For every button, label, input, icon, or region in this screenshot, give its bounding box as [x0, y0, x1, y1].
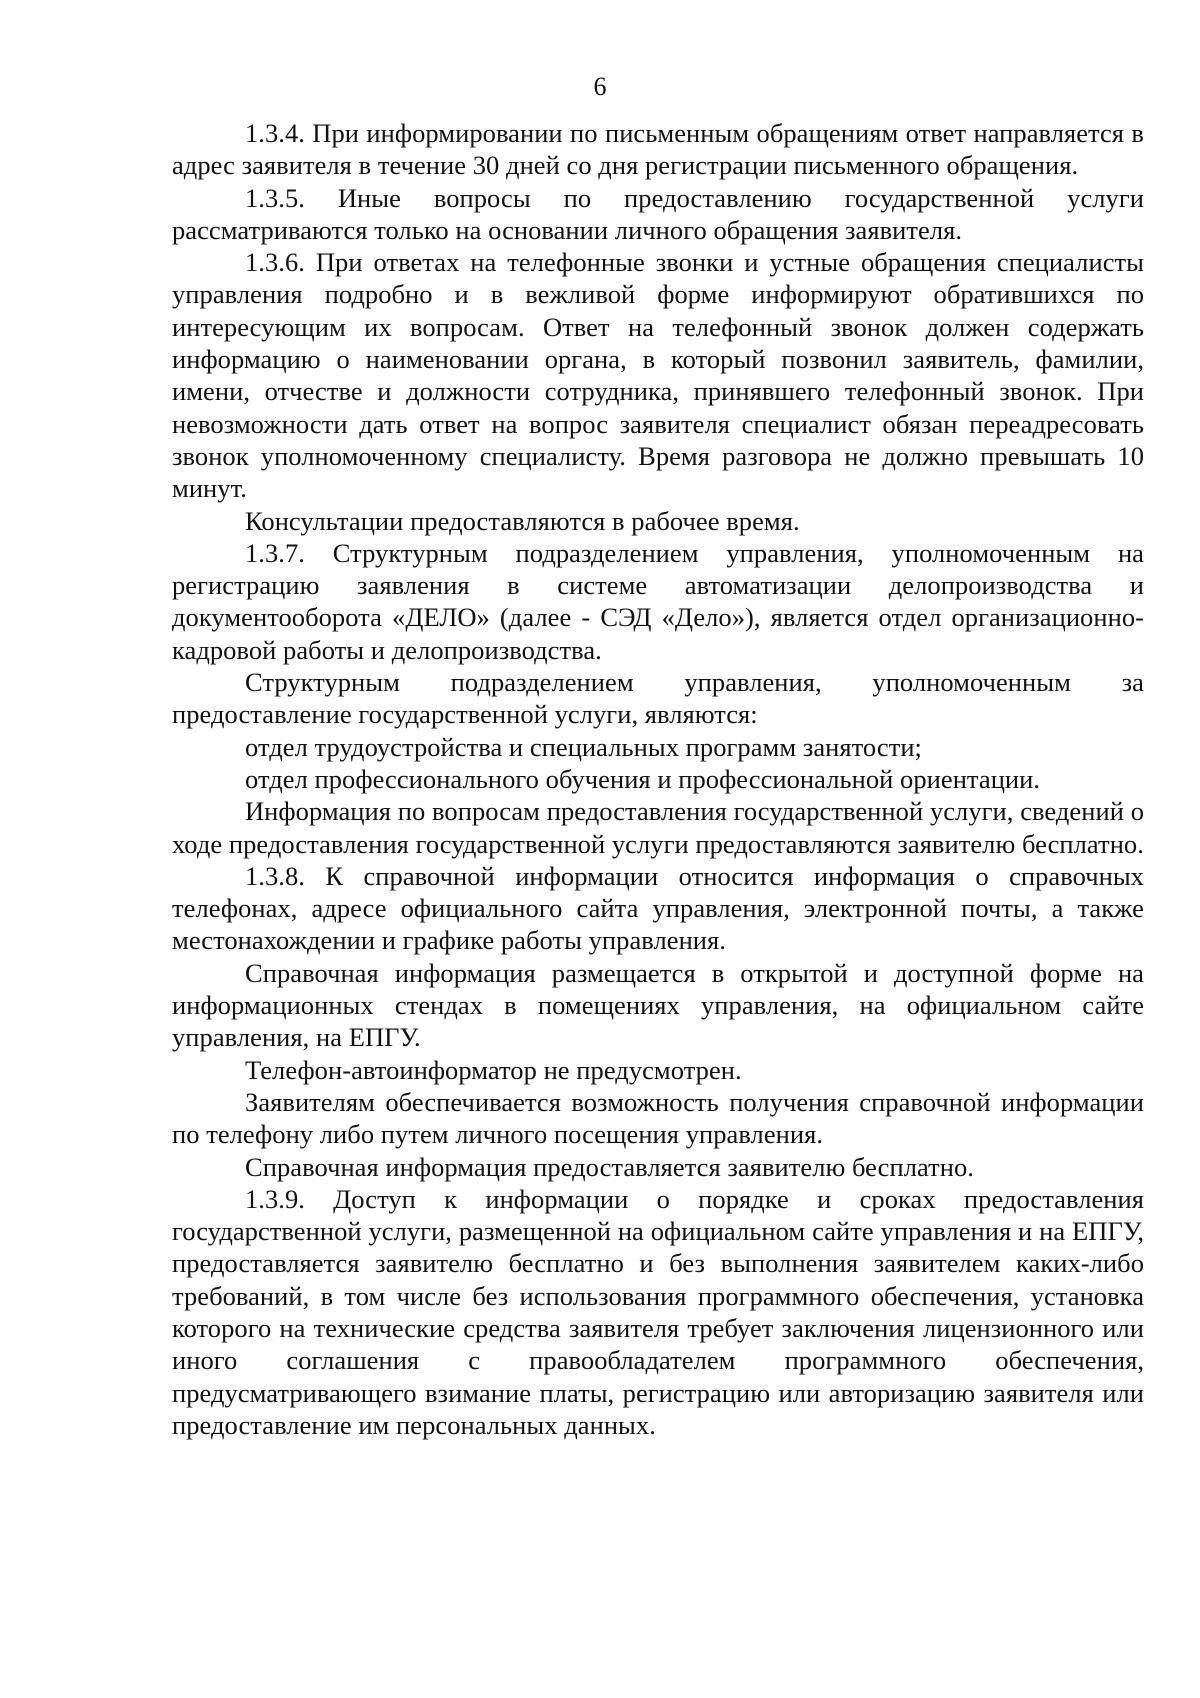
- paragraph-reference-free: Справочная информация предоставляется заявителю бесплатно.: [245, 1151, 974, 1182]
- paragraph-responsible-units: Структурным подразделением управления, уполномоченным за предоставление государственной услуги, являются:: [172, 667, 1144, 730]
- paragraph-1-3-7: 1.3.7. Структурным подразделением управления, уполномоченным на регистрацию заявления в системе автоматизации делопроизводства и документооборота «ДЕЛО» (далее - СЭД «Дело»), является отдел организационно-кадровой работы и делопроизводства.: [172, 537, 1144, 665]
- paragraph-consultations: Консультации предоставляются в рабочее время.: [245, 505, 800, 536]
- paragraph-1-3-6: 1.3.6. При ответах на телефонные звонки и устные обращения специалисты управления подробно и в вежливой форме информируют обратившихся по интересующим их вопросам. Ответ на телефонный звонок должен содержать информацию о наименовании органа, в который позвонил заявитель, фамилии, имени, отчестве и должности сотрудника, принявшего телефонный звонок. При невозможности дать ответ на вопрос заявителя специалист обязан переадресовать звонок уполномоченному специалисту. Время разговора не должно превышать 10 минут.: [172, 247, 1144, 504]
- paragraph-applicants-access: Заявителям обеспечивается возможность получения справочной информации по телефону либо путем личного посещения управления.: [172, 1086, 1144, 1150]
- paragraph-1-3-5: 1.3.5. Иные вопросы по предоставлению государственной услуги рассматриваются только на основании личного обращения заявителя.: [172, 182, 1144, 245]
- paragraph-autoinformer: Телефон-автоинформатор не предусмотрен.: [245, 1054, 742, 1085]
- paragraph-unit-employment: отдел трудоустройства и специальных программ занятости;: [245, 731, 922, 762]
- paragraph-1-3-4: 1.3.4. При информировании по письменным обращениям ответ направляется в адрес заявителя в течение 30 дней со дня регистрации письменного обращения.: [172, 118, 1144, 181]
- paragraph-1-3-8: 1.3.8. К справочной информации относится информация о справочных телефонах, адресе официального сайта управления, электронной почты, а также местонахождении и графике работы управления.: [172, 860, 1144, 956]
- page-number: 6: [593, 72, 607, 101]
- document-body: [172, 117, 1144, 1441]
- paragraph-info-free: Информация по вопросам предоставления государственной услуги, сведений о ходе предоставления государственной услуги предоставляются заявителю бесплатно.: [172, 796, 1144, 859]
- paragraph-1-3-9: 1.3.9. Доступ к информации о порядке и сроках предоставления государственной услуги, размещенной на официальном сайте управления и на ЕПГУ, предоставляется заявителю бесплатно и без выполнения заявителем каких-либо требований, в том числе без использования программного обеспечения, установка которого на технические средства заявителя требует заключения лицензионного или иного соглашения с правообладателем программного обеспечения, предусматривающего взимание платы, регистрацию или авторизацию заявителя или предоставление им персональных данных.: [172, 1183, 1144, 1440]
- paragraph-reference-placement: Справочная информация размещается в открытой и доступной форме на информационных стендах в помещениях управления, на официальном сайте управления, на ЕПГУ.: [172, 957, 1144, 1053]
- paragraph-unit-training: отдел профессионального обучения и профессиональной ориентации.: [245, 763, 1041, 794]
